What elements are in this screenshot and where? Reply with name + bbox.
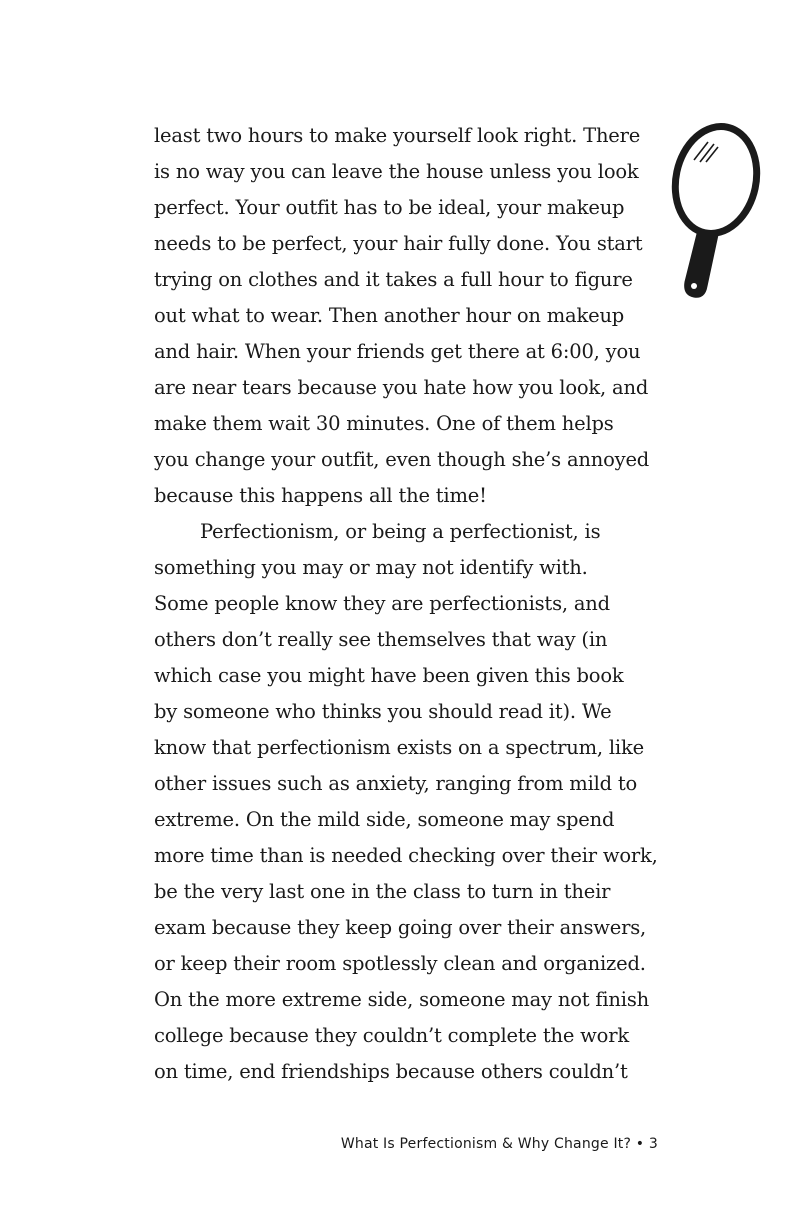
text-line: college because they couldn’t complete the work xyxy=(154,1024,629,1047)
text-line: other issues such as anxiety, ranging from mild to xyxy=(154,772,638,795)
text-line: something you may or may not identify with. xyxy=(154,556,588,579)
text-line: Some people know they are perfectionists, and xyxy=(154,592,610,615)
text-line: perfect. Your outfit has to be ideal, your makeup xyxy=(154,196,625,219)
text-line: are near tears because you hate how you look, and xyxy=(154,376,649,399)
text-line: be the very last one in the class to turn in their xyxy=(154,880,611,903)
text-line: because this happens all the time! xyxy=(154,484,487,507)
text-line: or keep their room spotlessly clean and organized. xyxy=(154,952,646,975)
text-line: exam because they keep going over their answers, xyxy=(154,916,647,939)
body-text xyxy=(154,118,694,1090)
hand-mirror-icon xyxy=(664,122,764,302)
text-line: make them wait 30 minutes. One of them helps xyxy=(154,412,614,435)
page-number: 3 xyxy=(648,1136,658,1152)
text-line: more time than is needed checking over their work, xyxy=(154,844,658,867)
running-title: What Is Perfectionism & Why Change It? xyxy=(340,1136,632,1152)
footer-separator: • xyxy=(635,1136,645,1152)
text-line: you change your outfit, even though she’s annoyed xyxy=(154,448,650,471)
text-line: On the more extreme side, someone may not finish xyxy=(154,988,649,1011)
text-line: which case you might have been given this book xyxy=(154,664,624,687)
text-line: out what to wear. Then another hour on makeup xyxy=(154,304,625,327)
text-line: extreme. On the mild side, someone may spend xyxy=(154,808,615,831)
text-line: others don’t really see themselves that way (in xyxy=(154,628,608,651)
text-line: least two hours to make yourself look right. There xyxy=(154,124,641,147)
page-footer xyxy=(0,1136,658,1152)
text-line: and hair. When your friends get there at 6:00, you xyxy=(154,340,641,363)
text-line: needs to be perfect, your hair fully done. You start xyxy=(154,232,643,255)
paragraph-start-line: Perfectionism, or being a perfectionist, is xyxy=(200,520,601,543)
text-line: know that perfectionism exists on a spectrum, like xyxy=(154,736,644,759)
text-line: trying on clothes and it takes a full hour to figure xyxy=(154,268,633,291)
text-line: by someone who thinks you should read it). We xyxy=(154,700,612,723)
text-line: on time, end friendships because others couldn’t xyxy=(154,1060,628,1083)
text-line: is no way you can leave the house unless you look xyxy=(154,160,639,183)
